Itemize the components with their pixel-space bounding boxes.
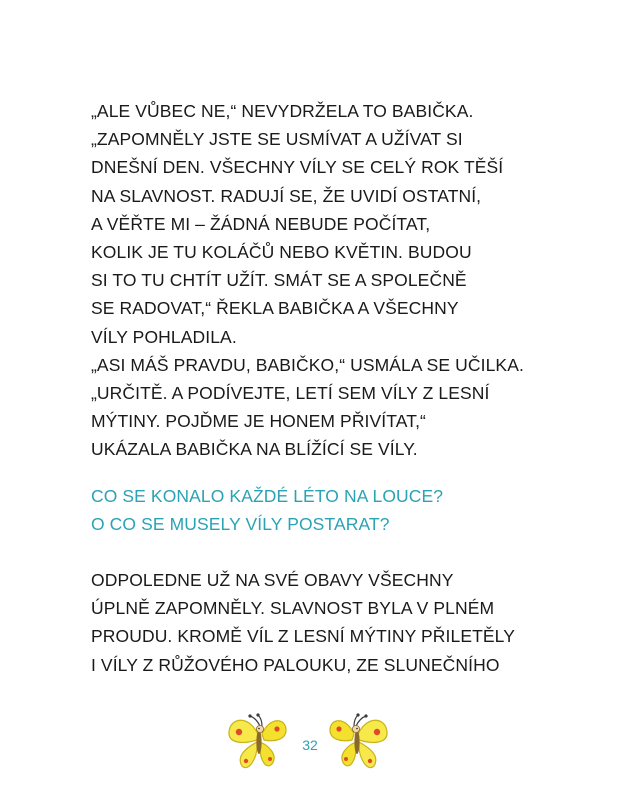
text-line: NA SLAVNOST. RADUJÍ SE, ŽE UVIDÍ OSTATNÍ, [91,185,482,206]
page-number: 32 [302,737,318,753]
text-line: PROUDU. KROMĚ VÍL Z LESNÍ MÝTINY PŘILETĚLY [91,626,515,647]
butterfly-icon [226,712,288,772]
text-line: SE RADOVAT,“ ŘEKLA BABIČKA A VŠECHNY [91,298,459,319]
text-line: SI TO TU CHTÍT UŽÍT. SMÁT SE A SPOLEČNĚ [91,270,467,291]
story-paragraph-2 [91,566,561,679]
text-line: MÝTINY. POJĎME JE HONEM PŘIVÍTAT,“ [91,411,426,432]
question-line: CO SE KONALO KAŽDÉ LÉTO NA LOUCE? [91,486,444,506]
page-footer [0,712,618,772]
text-line: „ALE VŮBEC NE,“ NEVYDRŽELA TO BABIČKA. [91,101,474,121]
text-line: „ASI MÁŠ PRAVDU, BABIČKO,“ USMÁLA SE UČILKA. [91,354,524,375]
text-line: UKÁZALA BABIČKA NA BLÍŽÍCÍ SE VÍLY. [91,439,418,460]
story-paragraph-1 [91,97,561,464]
comprehension-questions [91,482,561,538]
butterfly-icon [328,712,390,772]
text-line: ODPOLEDNE UŽ NA SVÉ OBAVY VŠECHNY [91,570,454,590]
text-line: VÍLY POHLADILA. [91,326,237,347]
text-line: „ZAPOMNĚLY JSTE SE USMÍVAT A UŽÍVAT SI [91,129,463,150]
text-line: ÚPLNĚ ZAPOMNĚLY. SLAVNOST BYLA V PLNÉM [91,598,495,619]
text-line: I VÍLY Z RŮŽOVÉHO PALOUKU, ZE SLUNEČNÍHO [91,654,500,675]
text-line: „URČITĚ. A PODÍVEJTE, LETÍ SEM VÍLY Z LESNÍ [91,383,490,404]
question-line: O CO SE MUSELY VÍLY POSTARAT? [91,514,390,535]
text-line: KOLIK JE TU KOLÁČŮ NEBO KVĚTIN. BUDOU [91,242,472,263]
text-line: DNEŠNÍ DEN. VŠECHNY VÍLY SE CELÝ ROK TĚŠÍ [91,157,504,178]
text-line: A VĚŘTE MI – ŽÁDNÁ NEBUDE POČÍTAT, [91,213,431,234]
